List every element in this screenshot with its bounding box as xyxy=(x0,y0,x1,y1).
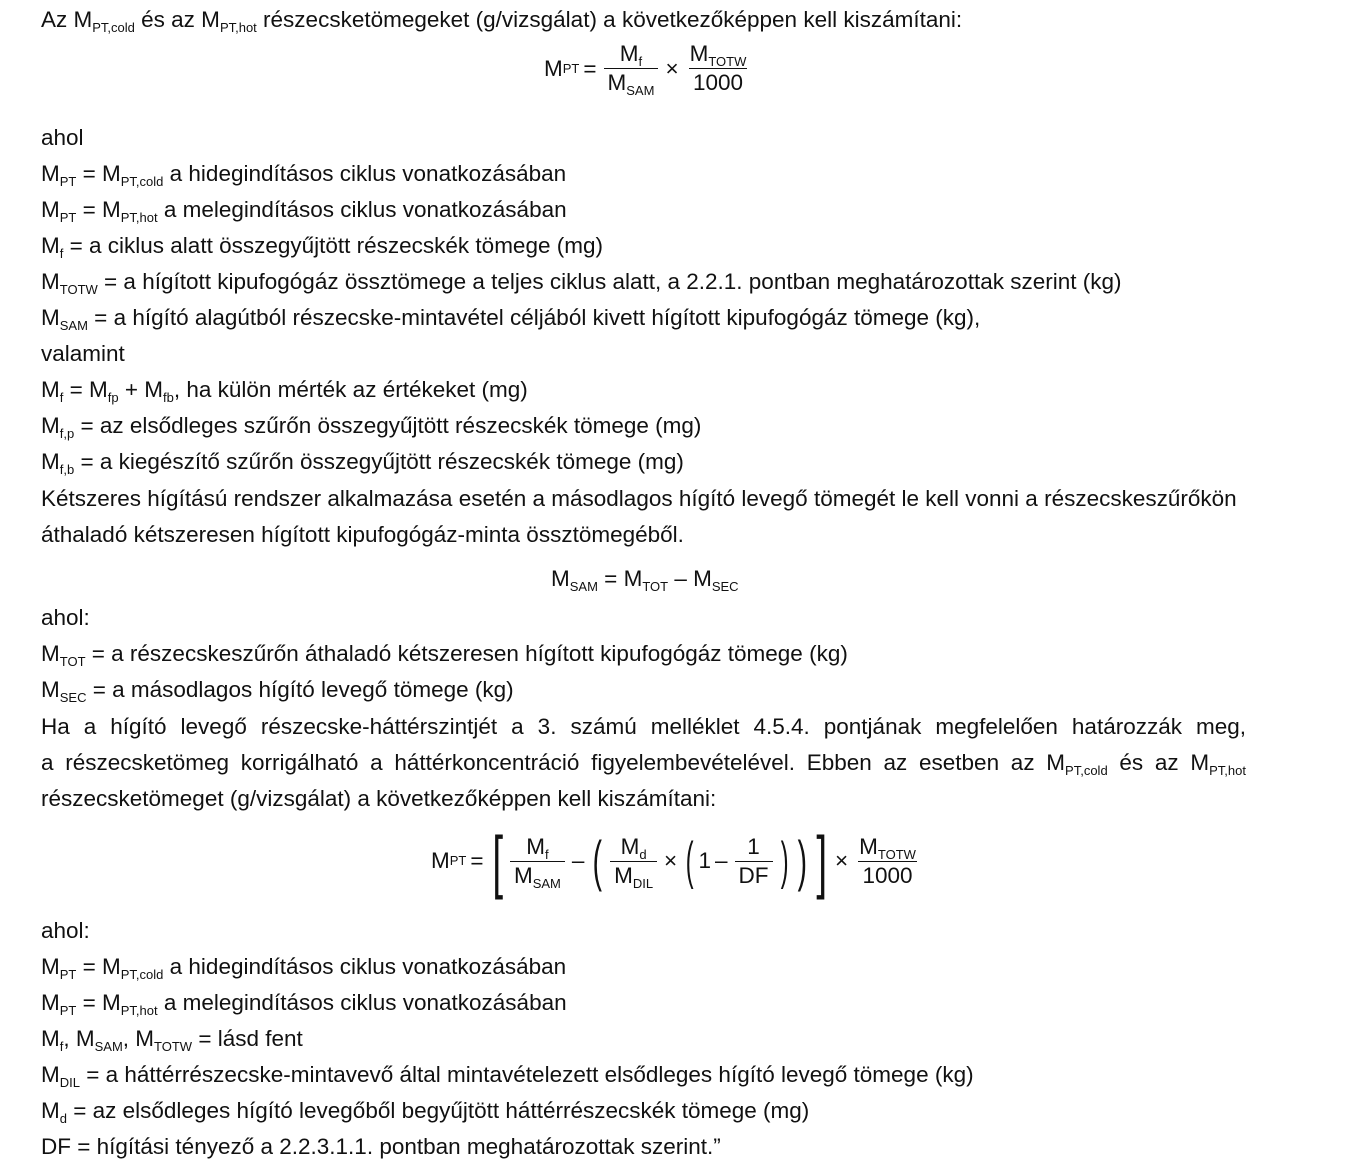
definition-line: $M_{TOT} = a$ részecskeszűrőn áthaladó kétszeresen hígított kipufogógáz tömege (kg) xyxy=(41,641,848,669)
definition-line: $M_d$ = az elsődleges hígító levegőből begyűjtött háttérrészecskék tömege (mg) xyxy=(41,1098,810,1126)
label-valamint: valamint xyxy=(41,341,125,366)
paragraph-line: részecsketömeget (g/vizsgálat) a következőképpen kell kiszámítani: xyxy=(41,786,717,811)
definition-line: $M_{PT} = M_{PT,hot}$ a melegindításos ciklus vonatkozásában xyxy=(41,197,567,225)
fraction: $\frac{M_f}{M_{SAM}}$ xyxy=(510,833,565,890)
definition-line: $M_{PT} = M_{PT,cold}$ a hidegindításos ciklus vonatkozásában xyxy=(41,954,567,982)
fraction: $\frac{M_d}{M_{DIL}}$ xyxy=(610,833,657,890)
intro-text: Az $M_{PT,cold}$ és az $M_{PT,hot}$ részecsketömegeket (g/vizsgálat) a következőképpen kell kiszámítani: xyxy=(41,7,963,35)
definition-line: $M_{PT} = M_{PT,hot}$ a melegindításos ciklus vonatkozásában xyxy=(41,990,567,1018)
paragraph-line: a részecsketömeg korrigálható a háttérkoncentráció figyelembevételével. Ebben az esetben az $M_{PT,cold}$ és az $M_{PT,hot}$ xyxy=(41,750,1246,778)
label-ahol: ahol: xyxy=(41,918,90,943)
fraction: $\frac{M_{TOTW}}{1000}$ xyxy=(689,41,747,95)
formula-mpt: M PT = $\frac{M_f}{M_{SAM}}$ × $\frac{M_{TOTW}}{1000}$ xyxy=(544,40,753,97)
paragraph-line: áthaladó kétszeresen hígított kipufogógáz-minta össztömegéből. xyxy=(41,522,684,547)
fraction: $\frac{M_{TOTW}}{1000}$ xyxy=(859,833,916,888)
right-paren: ) xyxy=(780,832,789,890)
definition-line: DF = hígítási tényező a 2.2.3.1.1. pontban meghatározottak szerint.” xyxy=(41,1134,721,1159)
paragraph-line: Kétszeres hígítású rendszer alkalmazása esetén a másodlagos hígító levegő tömegét le kell vonni a részecskeszűrőkön xyxy=(41,486,1237,511)
label-ahol: ahol: xyxy=(41,605,90,630)
definition-line: $M_{PT} = M_{PT,cold}$ a hidegindításos ciklus vonatkozásában xyxy=(41,161,567,189)
left-bracket: [ xyxy=(491,822,503,900)
left-paren: ( xyxy=(593,829,603,892)
definition-line: $M_f = a$ ciklus alatt összegyűjtött részecskék tömege (mg) xyxy=(41,233,603,261)
definition-line: $M_{f,b} = a$ kiegészítő szűrőn összegyűjtött részecskék tömege (mg) xyxy=(41,449,684,477)
label-ahol: ahol xyxy=(41,125,84,150)
formula-msam: $M_{SAM} = M_{TOT} - M_{SEC}$ xyxy=(551,566,739,594)
fraction: $\frac{M_f}{M_{SAM}}$ xyxy=(604,40,659,97)
definition-line: $M_f = M_{fp} + M_{fb}$, ha külön mérték az értékeket (mg) xyxy=(41,377,528,405)
right-bracket: ] xyxy=(815,822,827,900)
formula-mpt-corrected: M PT = [ $\frac{M_f}{M_{SAM}}$ – ( $\frac{M_d}{M_{DIL}}$ × ( 1 – $\frac{1}{DF}$ ) ) ] × $\frac{M_{TOTW}}{1000}$ xyxy=(431,826,923,896)
right-paren: ) xyxy=(797,829,807,892)
paragraph-line: Ha a hígító levegő részecske-háttérszintjét a 3. számú melléklet 4.5.4. pontjának megfelelően határozzák meg, xyxy=(41,714,1246,739)
definition-line: $M_{TOTW} = a$ hígított kipufogógáz össztömege a teljes ciklus alatt, a 2.2.1. pontban meghatározottak szerint (kg) xyxy=(41,269,1122,297)
fraction: $\frac{1}{DF}$ xyxy=(735,833,773,890)
definition-line: $M_{SEC} = a$ másodlagos hígító levegő tömege (kg) xyxy=(41,677,514,705)
definition-line: $M_{SAM} = a$ hígító alagútból részecske-mintavétel céljából kivett hígított kipufogógáz tömege (kg), xyxy=(41,305,981,333)
definition-line: $M_f$, $M_{SAM}$, $M_{TOTW}$ = lásd fent xyxy=(41,1026,303,1054)
definition-line: $M_{DIL} = a$ háttérrészecske-mintavevő által mintavételezett elsődleges hígító levegő tömege (kg) xyxy=(41,1062,974,1090)
definition-line: $M_{f,p}$ = az elsődleges szűrőn összegyűjtött részecskék tömege (mg) xyxy=(41,413,702,441)
left-paren: ( xyxy=(685,832,694,890)
